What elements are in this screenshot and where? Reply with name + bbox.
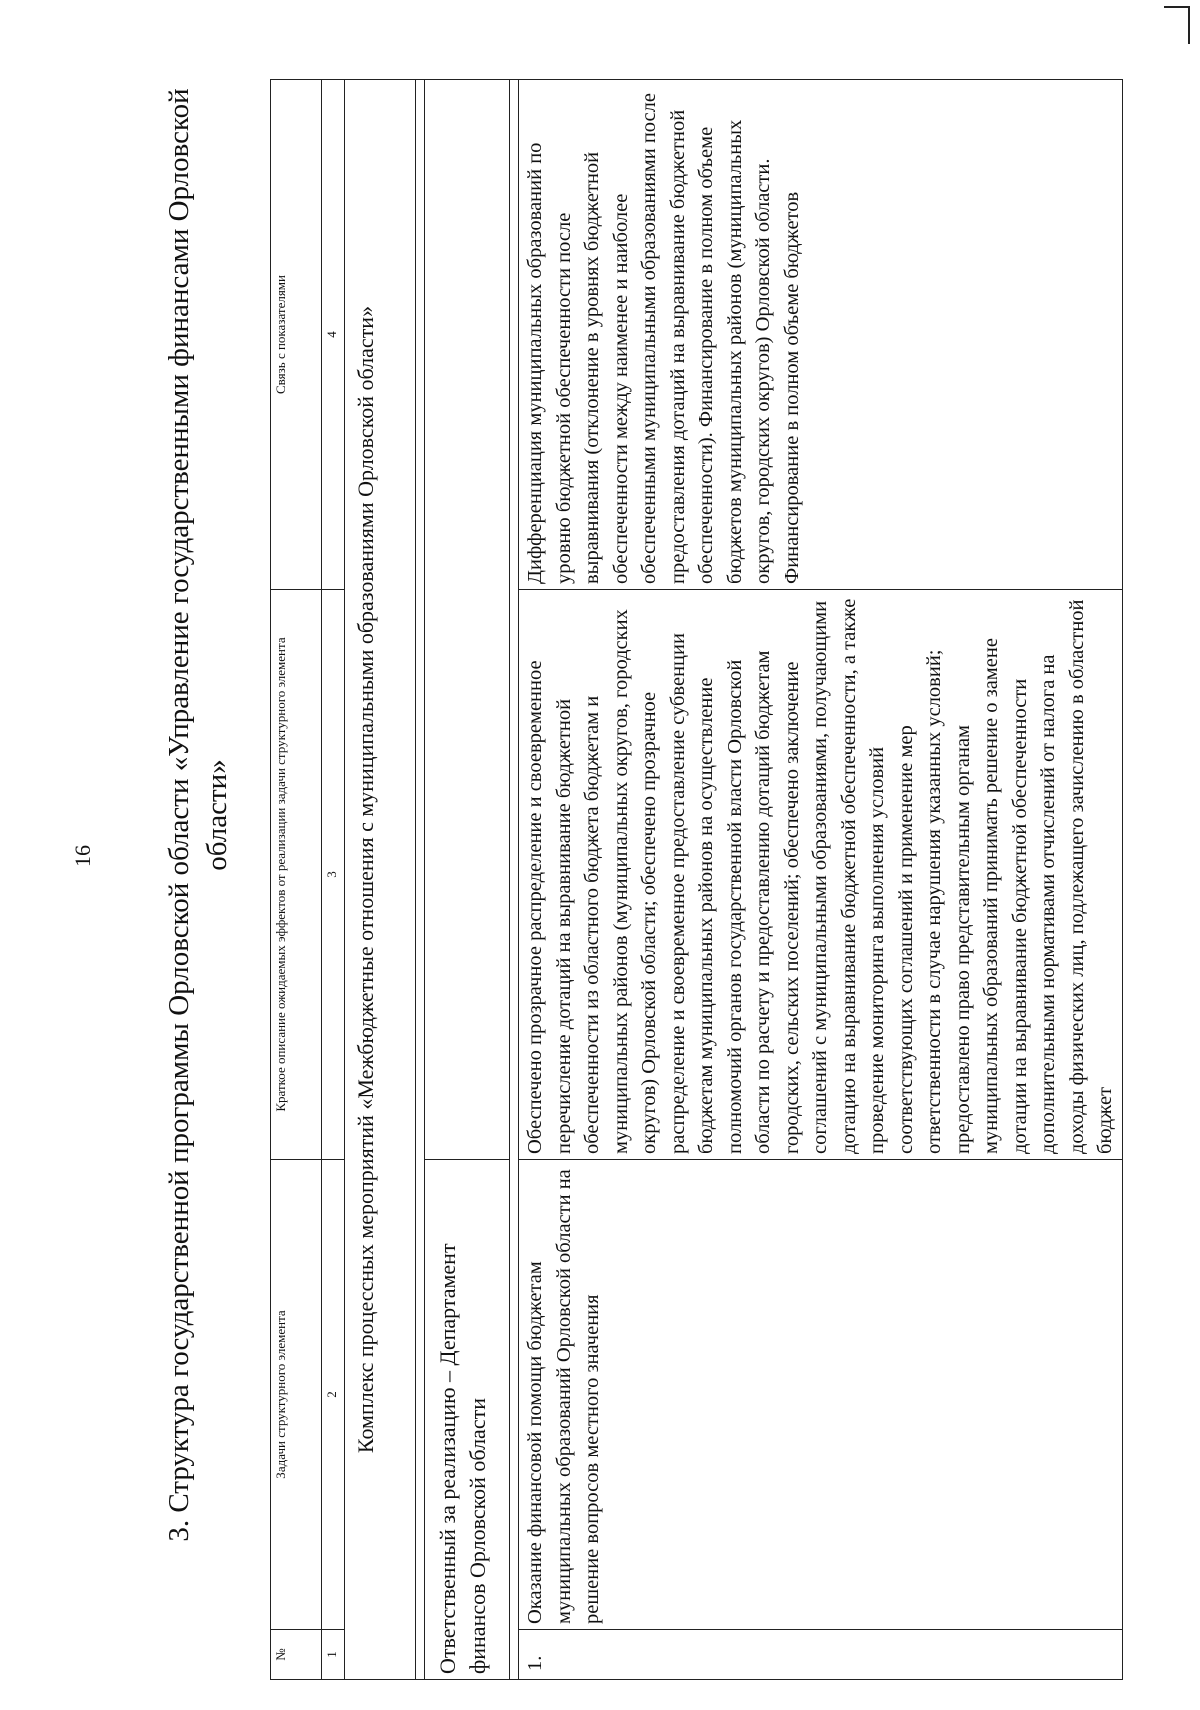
header-effect: Краткое описание ожидаемых эффектов от реализации задачи структурного элемента — [271, 590, 322, 1160]
responsible-empty-cell — [425, 80, 510, 1160]
header-indicators: Связь с показателями — [271, 80, 322, 590]
spacer-row — [510, 80, 519, 1680]
header-number: № — [271, 1630, 322, 1680]
column-number: 4 — [322, 80, 345, 590]
column-number: 3 — [322, 590, 345, 1160]
spacer-cell — [510, 80, 519, 1680]
spacer-cell — [416, 80, 425, 1680]
row-effect: Обеспечено прозрачное распределение и своевременное перечисление дотаций на выравнивание бюджетной обеспеченности из областного бюджета бюджетам и муниципальных районов (муниципальных округов, городских округов) Орловской области; обеспечено прозрачное распределение и своевременное предоставление субвенции бюджетам муниципальных районов на осуществление полномочий органов государственной власти Орловской области по расчету и предоставлению дотаций бюджетам городских, сельских поселений; обеспечено заключение соглашений с муниципальными образованиями, получающими дотацию на выравнивание бюджетной обеспеченности, а также проведение мониторинга выполнения условий соответствующих соглашений и применение мер ответственности в случае нарушения указанных условий; предоставлено право представительным органам муниципальных образований принимать решение о замене дотации на выравнивание бюджетной обеспеченности дополнительными нормативами отчислений от налога на доходы физических лиц, подлежащего зачислению в областной бюджет — [519, 590, 1123, 1160]
structure-table — [270, 79, 1123, 1680]
column-number: 1 — [322, 1630, 345, 1680]
document-title: 3. Структура государственной программы Орловской области «Управление государственными финансами Орловской области» — [163, 88, 233, 1542]
complex-title: Комплекс процессных мероприятий «Межбюджетные отношения с муниципальными образованиями Орловской области» — [345, 80, 416, 1680]
column-number: 2 — [322, 1160, 345, 1630]
table-header-row — [271, 80, 322, 1680]
page-number: 16 — [70, 845, 95, 867]
responsible-text: Ответственный за реализацию – Департамент финансов Орловской области — [425, 1160, 510, 1680]
spacer-row — [416, 80, 425, 1680]
responsible-row — [425, 80, 510, 1680]
column-number-row — [322, 80, 345, 1680]
row-number: 1. — [519, 1630, 1123, 1680]
header-task: Задачи структурного элемента — [271, 1160, 322, 1630]
row-task: Оказание финансовой помощи бюджетам муниципальных образований Орловской области на решение вопросов местного значения — [519, 1160, 1123, 1630]
table-row — [519, 80, 1123, 1680]
row-indicators: Дифференциация муниципальных образований по уровню бюджетной обеспеченности после выравнивания (отклонение в уровнях бюджетной обеспеченности между наименее и наиболее обеспеченными муниципальными образованиями после предоставления дотаций на выравнивание бюджетной обеспеченности). Финансирование в полном объеме бюджетов муниципальных районов (муниципальных округов, городских округов) Орловской области. Финансирование в полном объеме бюджетов — [519, 80, 1123, 590]
complex-row — [345, 80, 416, 1680]
